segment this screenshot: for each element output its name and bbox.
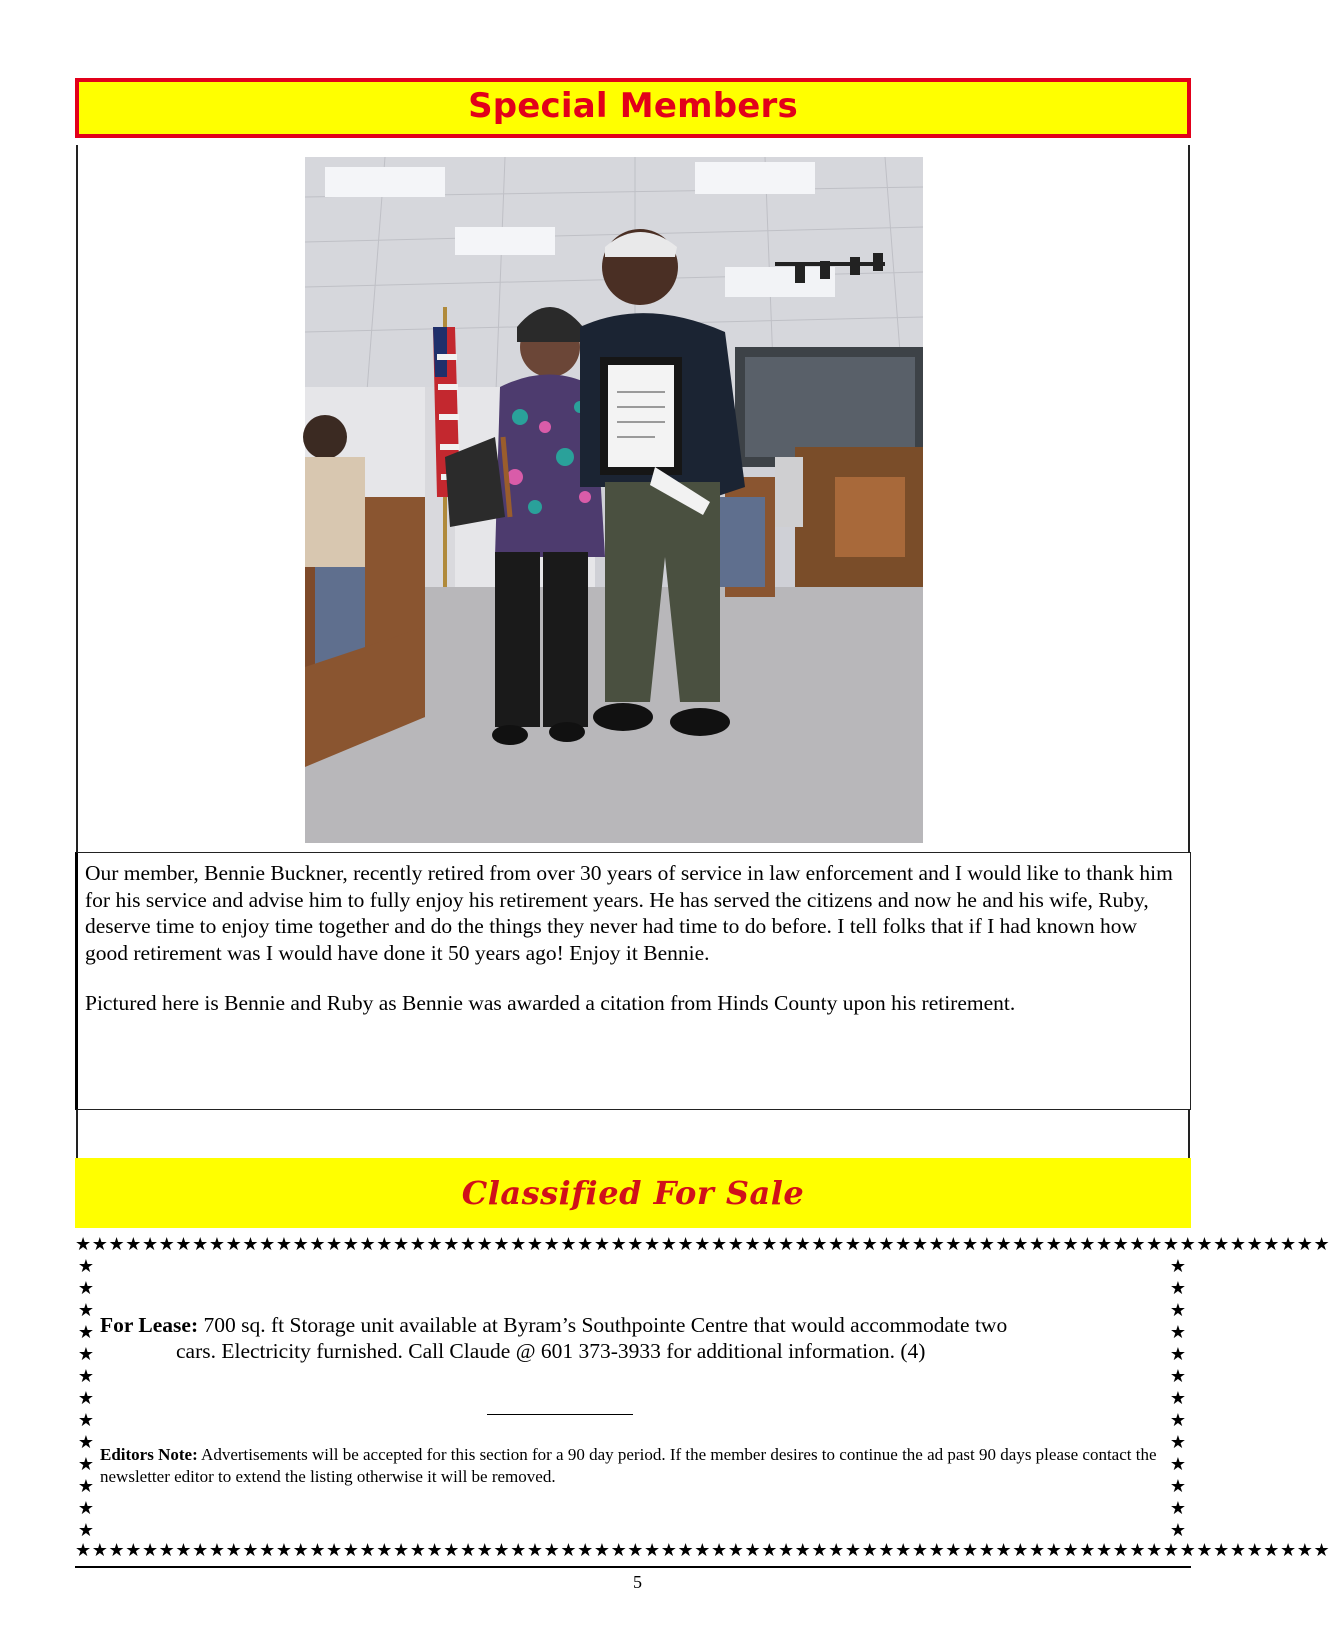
- star-border-top: ★★★★★★★★★★★★★★★★★★★★★★★★★★★★★★★★★★★★★★★★★★★★★★★★★★★★★★★★★★★★★★★★★★★★★★★★★★★: [75, 1234, 1330, 1255]
- special-members-article: [75, 852, 1191, 1110]
- ad-label: For Lease:: [100, 1313, 199, 1337]
- article-paragraph-2: Pictured here is Bennie and Ruby as Bennie was awarded a citation from Hinds County upon his retirement.: [85, 991, 1016, 1015]
- star-border-left: ★ ★ ★ ★ ★ ★ ★ ★ ★ ★ ★ ★ ★: [77, 1256, 95, 1541]
- star-border-bottom: ★★★★★★★★★★★★★★★★★★★★★★★★★★★★★★★★★★★★★★★★★★★★★★★★★★★★★★★★★★★★★★★★★★★★★★★★★★★: [75, 1540, 1330, 1561]
- section-spacer: [76, 1110, 1190, 1158]
- retirement-photo: [305, 157, 923, 843]
- page-number: 5: [633, 1572, 642, 1592]
- ad-text-line-2: cars. Electricity furnished. Call Claude @ 601 373-3933 for additional information. (4): [176, 1339, 926, 1363]
- special-members-banner: [75, 78, 1191, 138]
- classified-banner: [75, 1158, 1191, 1228]
- ad-divider: [487, 1414, 633, 1415]
- for-lease-ad: [100, 1312, 1160, 1364]
- ad-text-line-1: 700 sq. ft Storage unit available at Byram’s Southpointe Centre that would accommodate two: [198, 1313, 1008, 1337]
- bottom-rule: [75, 1566, 1191, 1568]
- editors-note-label: Editors Note:: [100, 1445, 198, 1464]
- star-border-right: ★ ★ ★ ★ ★ ★ ★ ★ ★ ★ ★ ★ ★: [1169, 1256, 1187, 1541]
- special-members-title: Special Members: [468, 86, 798, 126]
- editors-note-text: Advertisements will be accepted for this section for a 90 day period. If the member desires to continue the ad past 90 days please contact the newsletter editor to extend the listing otherwise it will be removed.: [100, 1445, 1157, 1486]
- classified-title: Classified For Sale: [461, 1174, 805, 1212]
- editors-note: [100, 1444, 1160, 1488]
- article-paragraph-1: Our member, Bennie Buckner, recently retired from over 30 years of service in law enforcement and I would like to thank him for his service and advise him to fully enjoy his retirement years. He has served the citizens and now he and his wife, Ruby, deserve time to enjoy time together and do the things they never had time to do before. I tell folks that if I had known how good retirement was I would have done it 50 years ago! Enjoy it Bennie.: [85, 861, 1173, 965]
